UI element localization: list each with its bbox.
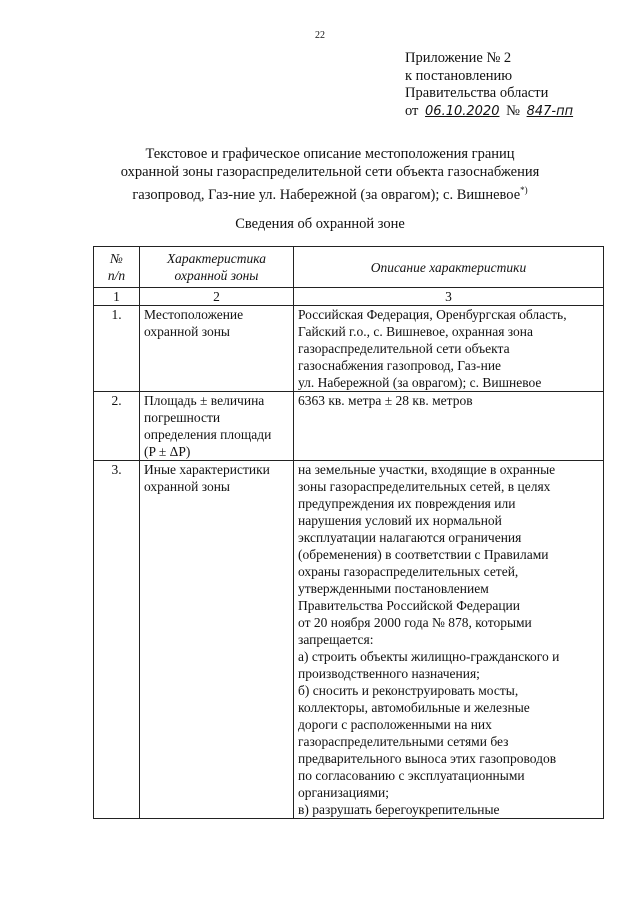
header-characteristic bbox=[140, 247, 294, 288]
protection-zone-table bbox=[93, 246, 604, 819]
description-line: а) строить объекты жилищно-гражданского и bbox=[298, 649, 560, 664]
description-line: б) сносить и реконструировать мосты, bbox=[298, 683, 519, 698]
description-line: организациями; bbox=[298, 785, 389, 800]
column-number-row bbox=[94, 288, 604, 306]
row-description bbox=[294, 461, 604, 819]
handwritten-number: 847-пп bbox=[526, 103, 574, 119]
description-line: 6363 кв. метра ± 28 кв. метров bbox=[298, 393, 473, 408]
characteristic-line: охранной зоны bbox=[144, 324, 231, 339]
row-number: 1. bbox=[94, 306, 140, 392]
description-line: эксплуатации налагаются ограничения bbox=[298, 530, 522, 545]
number-label: № bbox=[506, 102, 520, 119]
characteristic-line: Местоположение bbox=[144, 307, 244, 322]
description-line: Правительства Российской Федерации bbox=[298, 598, 520, 613]
description-line: ул. Набережной (за оврагом); с. Вишневое bbox=[298, 375, 542, 390]
title-line-2: охранной зоны газораспределительной сети объекта газоснабжения bbox=[120, 164, 540, 180]
appendix-block bbox=[405, 50, 576, 120]
document-title bbox=[60, 145, 600, 204]
header-char-line-1: Характеристика bbox=[166, 251, 267, 266]
table-header-row bbox=[94, 247, 604, 288]
table-row bbox=[94, 306, 604, 392]
title-line-3 bbox=[60, 181, 600, 204]
date-label: от bbox=[405, 102, 419, 119]
description-line: запрещается: bbox=[298, 632, 374, 647]
row-characteristic bbox=[140, 306, 294, 392]
description-line: газораспределительными сетями без bbox=[298, 734, 509, 749]
characteristic-line: (P ± ΔP) bbox=[144, 444, 191, 459]
title-line-3-text: газопровод, Газ-ние ул. Набережной (за оврагом); с. Вишневое bbox=[132, 186, 521, 203]
row-characteristic bbox=[140, 392, 294, 461]
header-description: Описание характеристики bbox=[294, 247, 604, 288]
section-subtitle: Сведения об охранной зоне bbox=[235, 216, 405, 232]
header-num bbox=[94, 247, 140, 288]
header-num-line-2: п/п bbox=[107, 268, 126, 283]
appendix-ref: к постановлению bbox=[405, 67, 513, 84]
description-line: утвержденными постановлением bbox=[298, 581, 489, 596]
description-line: зоны газораспределительных сетей, в целях bbox=[298, 479, 551, 494]
description-line: Гайский г.о., с. Вишневое, охранная зона bbox=[298, 324, 533, 339]
characteristic-line: Иные характеристики bbox=[144, 462, 270, 477]
footnote-mark: *) bbox=[520, 185, 528, 195]
description-line: газоснабжения газопровод, Газ-ние bbox=[298, 358, 502, 373]
row-number: 3. bbox=[94, 461, 140, 819]
table-row bbox=[94, 461, 604, 819]
header-num-line-1: № bbox=[110, 251, 123, 266]
header-char-line-2: охранной зоны bbox=[174, 268, 259, 283]
characteristic-line: определения площади bbox=[144, 427, 272, 442]
title-line-1: Текстовое и графическое описание местоположения границ bbox=[145, 146, 515, 162]
appendix-title: Приложение № 2 bbox=[405, 50, 512, 66]
description-line: предварительного выноса этих газопроводов bbox=[298, 751, 557, 766]
row-description bbox=[294, 306, 604, 392]
description-line: Российская Федерация, Оренбургская область, bbox=[298, 307, 567, 322]
col-number-2: 2 bbox=[140, 288, 294, 306]
description-line: газораспределительной сети объекта bbox=[298, 341, 510, 356]
description-line: коллекторы, автомобильные и железные bbox=[298, 700, 530, 715]
description-line: от 20 ноября 2000 года № 878, которыми bbox=[298, 615, 532, 630]
description-line: нарушения условий их нормальной bbox=[298, 513, 502, 528]
description-line: дороги с расположенными на них bbox=[298, 717, 492, 732]
description-line: (обременения) в соответствии с Правилами bbox=[298, 547, 549, 562]
row-characteristic bbox=[140, 461, 294, 819]
col-number-3: 3 bbox=[294, 288, 604, 306]
col-number-1: 1 bbox=[94, 288, 140, 306]
description-line: предупреждения их повреждения или bbox=[298, 496, 516, 511]
row-number: 2. bbox=[94, 392, 140, 461]
table-row bbox=[94, 392, 604, 461]
table-body bbox=[94, 306, 604, 819]
characteristic-line: охранной зоны bbox=[144, 479, 231, 494]
description-line: охраны газораспределительных сетей, bbox=[298, 564, 519, 579]
description-line: производственного назначения; bbox=[298, 666, 480, 681]
description-line: на земельные участки, входящие в охранные bbox=[298, 462, 556, 477]
description-line: в) разрушать берегоукрепительные bbox=[298, 802, 500, 817]
row-description bbox=[294, 392, 604, 461]
handwritten-date: 06.10.2020 bbox=[425, 103, 500, 119]
appendix-authority: Правительства области bbox=[405, 85, 549, 101]
appendix-date-line bbox=[405, 103, 576, 121]
page-number: 22 bbox=[315, 30, 325, 41]
characteristic-line: Площадь ± величина bbox=[144, 393, 265, 408]
characteristic-line: погрешности bbox=[144, 410, 221, 425]
description-line: по согласованию с эксплуатационными bbox=[298, 768, 525, 783]
